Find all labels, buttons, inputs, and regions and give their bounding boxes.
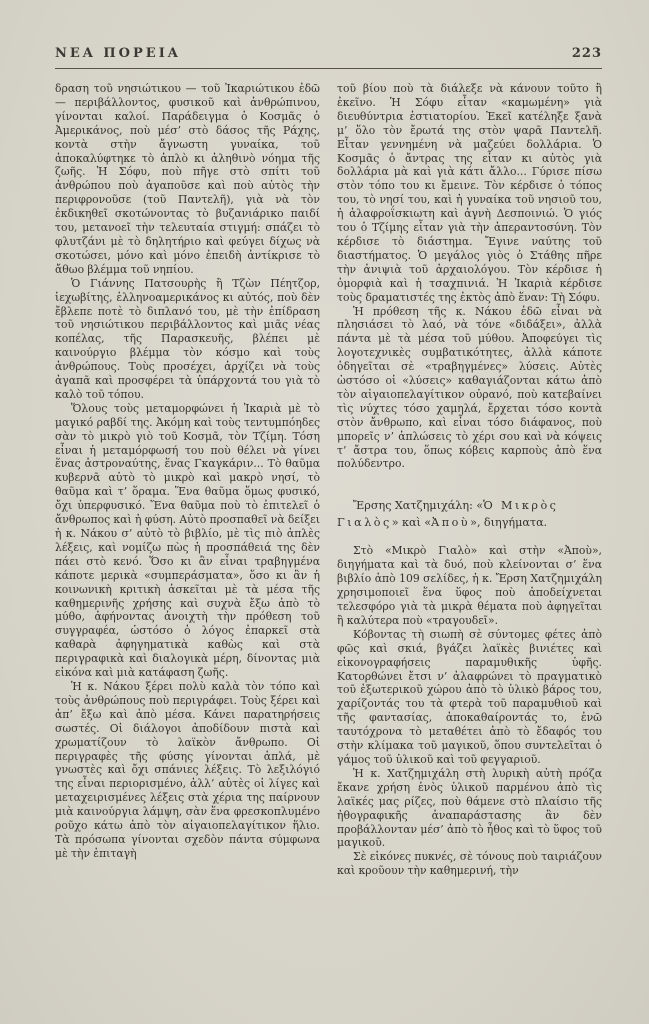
review-heading-suffix: », διηγήματα. [470, 516, 548, 530]
review-heading [337, 497, 602, 531]
right-column [337, 82, 602, 878]
paragraph: Ἡ πρόθεση τῆς κ. Νάκου ἐδῶ εἶναι νὰ πλησιάσει τὸ λαό, νὰ τόνε «διδάξει», ἀλλὰ πάντα μὲ τὰ μέσα τοῦ μύθου. Ἀποφεύγει τὶς λογοτεχνικὲς συμβατικότητες, ἀλλὰ κάποτε ὁδηγεῖται σὲ «τραβηγμένες» λύσεις. Αὐτὲς ὡστόσο οἱ «λύσεις» καθαγιάζονται κάτω ἀπὸ τὸν αἰγαιοπελαγίτικον οὐρανό, ποὺ κατεβαίνει τὶς νύχτες τόσο χαμηλά, ἔρχεται τόσο κοντὰ στὸν ἄνθρωπο, καὶ εἶναι τόσο διάφανος, ποὺ μπορεῖς ν’ ἁπλώσεις τὸ χέρι σου καὶ νὰ κόψεις τ’ ἄστρα του, ὅπως κόβεις καρποὺς ἀπὸ ἕνα πολύδεντρο. [337, 304, 602, 471]
header-rule [55, 68, 602, 69]
paragraph: Σὲ εἰκόνες πυκνές, σὲ τόνους ποὺ ταιριάζουν καὶ κροῦουν τὴν καθημερινή, τὴν [337, 850, 602, 878]
review-heading-title1: Ὁ Μικρὸς Γιαλὸς [337, 499, 559, 530]
review-heading-connector: » καὶ « [391, 516, 432, 530]
review-heading-author: Ἔρσης Χατζημιχάλη: « [353, 499, 484, 513]
journal-title: ΝΕΑ ΠΟΡΕΙΑ [55, 46, 181, 61]
review-heading-title2: Ἀποὺ [431, 516, 471, 530]
paragraph: Ὅλους τοὺς μεταμορφώνει ἡ Ἰκαριὰ μὲ τὸ μαγικό ραβδί της. Ἀκόμη καὶ τοὺς τεντυμπόηδες σὰν τὸ μικρὸ γιὸ τοῦ Κοσμᾶ, τὸν Τζίμη. Τόση εἶναι ἡ μεταμόρφωσή του ποὺ θέλει νὰ γίνει ἕνας ἀστροναύτης, ἕνας Γκαγκάριν... Τὸ θαῦμα κυβερνᾶ αὐτὸ τὸ μικρὸ καὶ μακρὸ νησί, τὸ θαῦμα καὶ τ’ ὅραμα. Ἕνα θαῦμα ὅμως φυσικό, ὄχι ὑπερφυσικό. Ἕνα θαῦμα ποὺ τὸ ἐπιτελεῖ ὁ ἄνθρωπος καὶ ἡ φύση. Αὐτὸ προσπαθεῖ νὰ δείξει ἡ κ. Νάκου σ’ αὐτὸ τὸ βιβλίο, μὲ τὶς πιὸ ἁπλὲς λέξεις, καὶ νομίζω πὼς ἡ προσπάθειά της δὲν πάει στὸ κενό. Ὅσο κι ἂν εἶναι τραβηγμένα κάποτε μερικὰ «συμπεράσματα», ὅσο κι ἂν ἡ κοινωνικὴ κριτικὴ ἀσκεῖται μὲ τὰ μέσα τῆς καθημερινῆς χρήσης καὶ συχνὰ ἔξω ἀπὸ τὸ μύθο, ἀφήνοντας ἀνοιχτὴ τὴν πρόθεση τοῦ συγγραφέα, ὡστόσο ὁ λόγος ἐπαρκεῖ στὰ καθαρὰ ἀφηγηματικὰ καθὼς καὶ στὰ περιγραφικὰ καὶ διαλογικὰ μέρη, δίνοντας μιὰ εἰκόνα καὶ μιὰ κατάφαση ζωῆς. [55, 401, 320, 680]
left-column [55, 82, 320, 878]
paragraph: δραση τοῦ νησιώτικου — τοῦ Ἰκαριώτικου ἐδῶ — περιβάλλοντος, φυσικοῦ καὶ ἀνθρώπινου, γίνονται καλοί. Παράδειγμα ὁ Κοσμᾶς ὁ Ἀμερικάνος, ποὺ μέσ’ στὸ δάσος τῆς Ράχης, κοντὰ στὴν ἄγνωστη γυναίκα, τοῦ ἀποκαλύφτηκε τὸ ἁπλὸ κι ἀληθινὸ νόημα τῆς ζωῆς. Ἡ Σόφυ, ποὺ πῆγε στὸ σπίτι τοῦ ἀνθρώπου ποὺ ἀγαποῦσε καὶ ποὺ αὐτὸς τὴν περιφρονοῦσε (τοῦ Παντελῆ), γιὰ νὰ τὸν ἐκδικηθεῖ σκοτώνοντας τὸ βυζανιάρικο παιδί του, μετανοεῖ τὴν τελευταία στιγμή: σπάζει τὸ φλυτζάνι μὲ τὸ δηλητήριο καὶ φεύγει δίχως νὰ σκοτώσει, μόνο καὶ μόνο ἐπειδὴ ἀντίκρισε τὸ ἄθωο βλέμμα τοῦ νηπίου. [55, 82, 320, 276]
paragraph: Ὁ Γιάννης Πατσουρὴς ἢ Τζὼν Πέητζορ, ἰεχωβίτης, ἑλληνοαμερικάνος κι αὐτός, ποὺ δὲν ἔβλεπε ποτὲ τὸ διπλανό του, μὲ τὴν ἐπίδραση τοῦ νησιώτικου περιβάλλοντος καὶ μιᾶς νέας κοπέλας, τῆς Παρασκευῆς, βλέπει μὲ καινούργιο βλέμμα τὸν κόσμο καὶ τοὺς ἀνθρώπους. Τοὺς προσέχει, ἀρχίζει νὰ τοὺς ἀγαπᾶ καὶ προσφέρει τὰ ὑπάρχοντά του γιὰ τὸ καλὸ τοῦ τόπου. [55, 276, 320, 401]
paragraph: Κόβοντας τὴ σιωπὴ σὲ σύντομες φέτες ἀπὸ φῶς καὶ σκιά, βγάζει λαϊκὲς βινιέτες καὶ εἰκονογραφήσεις παραμυθικῆς ὑφῆς. Κατορθώνει ἔτσι ν’ ἀλαφρώνει τὸ πραγματικὸ τοῦ ἐξωτερικοῦ χώρου ἀπὸ τὸ ὑλικὸ βάρος του, χαρίζοντάς του τὰ φτερὰ τοῦ παραμυθιοῦ καὶ τῆς φαντασίας, ἀποκαθαίροντάς το, ἐνῶ ταυτόχρονα τὸ μεταθέτει ἀπὸ τὸ ἔδαφός του στὴν κλίμακα τοῦ μαγικοῦ, ὅπου συντελεῖται ὁ γάμος τοῦ ὑλικοῦ καὶ τοῦ φεγγαριοῦ. [337, 627, 602, 766]
running-head [55, 46, 602, 61]
paragraph: Ἡ κ. Νάκου ξέρει πολὺ καλὰ τὸν τόπο καὶ τοὺς ἀνθρώπους ποὺ περιγράφει. Τοὺς ξέρει καὶ ἀπ’ ἔξω καὶ ἀπὸ μέσα. Κάνει παρατηρήσεις σωστές. Οἱ διάλογοι ἀποδίδουν πιστὰ καὶ χρωματίζουν τὸ λαϊκὸν ἄνθρωπο. Οἱ περιγραφὲς τῆς φύσης γίνονται ἁπλά, μὲ γνωστὲς καὶ ὄχι σπάνιες λέξεις. Τὸ λεξιλόγιό της εἶναι περιορισμένο, ἀλλ’ αὐτὲς οἱ λίγες καὶ μεταχειρισμένες λέξεις στὰ χέρια της παίρνουν μιὰ καινούργια λάμψη, σὰν ἕνα φρεσκοπλυμένο ροῦχο κάτω ἀπὸ τὸν αἰγαιοπελαγίτικον ἥλιο. Τὰ πρόσωπα γίνονται σχεδὸν πάντα σύμφωνα μὲ τὴν ἐπιταγὴ [55, 679, 320, 860]
paragraph: Στὸ «Μικρὸ Γιαλὸ» καὶ στὴν «Ἀποὺ», διηγήματα καὶ τὰ δυό, ποὺ κλείνονται σ’ ἕνα βιβλίο ἀπὸ 109 σελίδες, ἡ κ. Ἔρση Χατζημιχάλη χρησιμοποιεῖ ἕνα ὕφος ποὺ ἀποδείχνεται τελεσφόρο γιὰ τὰ μικρὰ θέματα ποὺ ἀφηγεῖται ἢ καλύτερα ποὺ «τραγουδεῖ». [337, 544, 602, 627]
page-number: 223 [571, 46, 602, 61]
paragraph: Ἡ κ. Χατζημιχάλη στὴ λυρικὴ αὐτὴ πρόζα ἔκανε χρήση ἑνὸς ὑλικοῦ παρμένου ἀπὸ τὶς λαϊκές μας ρίζες, ποὺ θάμενε στὸ πλαίσιο τῆς ἠθογραφικῆς ἀναπαράστασης ἂν δὲν προβάλλονταν μέσ’ ἀπὸ τὸ ἦθος καὶ τὸ ὕφος τοῦ μαγικοῦ. [337, 766, 602, 850]
text-columns [55, 82, 602, 878]
paragraph: τοῦ βίου ποὺ τὰ διάλεξε νὰ κάνουν τοῦτο ἢ ἐκεῖνο. Ἡ Σόφυ εἶταν «καμωμένη» γιὰ διευθύντρια ἑστιατορίου. Ἐκεῖ κατέληξε ξανὰ μ’ ὅλο τὸν ἔρωτά της στὸν ψαρᾶ Παντελῆ. Εἶταν γεννημένη νὰ μαζεύει δολλάρια. Ὁ Κοσμᾶς ὁ ἄντρας της εἶταν κι αὐτὸς γιὰ δολλάρια μὰ καὶ γιὰ κάτι ἄλλο... Γύρισε πίσω στὸν τόπο του κι ἔμεινε. Τὸν κέρδισε ὁ τόπος του, τὸ νησί του, καὶ ἡ γυναίκα τοῦ νησιοῦ του, ἡ ἀλαφροΐσκιωτη καὶ ἁγνὴ Δεσποινιώ. Ὁ γιός του ὁ Τζίμης εἶταν γιὰ τὴν ἀπεραντοσύνη. Τὸν κέρδισε τὸ διάστημα. Ἔγινε ναύτης τοῦ διαστήματος. Ὁ μεγάλος γιὸς ὁ Στάθης πῆρε τὴν ἀνιψιὰ τοῦ ἀρχαιολόγου. Τὸν κέρδισε ἡ ὀμορφιὰ καὶ ἡ τσαχπινιά. Ἡ Ἰκαριὰ κέρδισε τοὺς δραματιστές της ἐκτὸς ἀπὸ ἕναν: Τὴ Σόφυ. [337, 82, 602, 304]
